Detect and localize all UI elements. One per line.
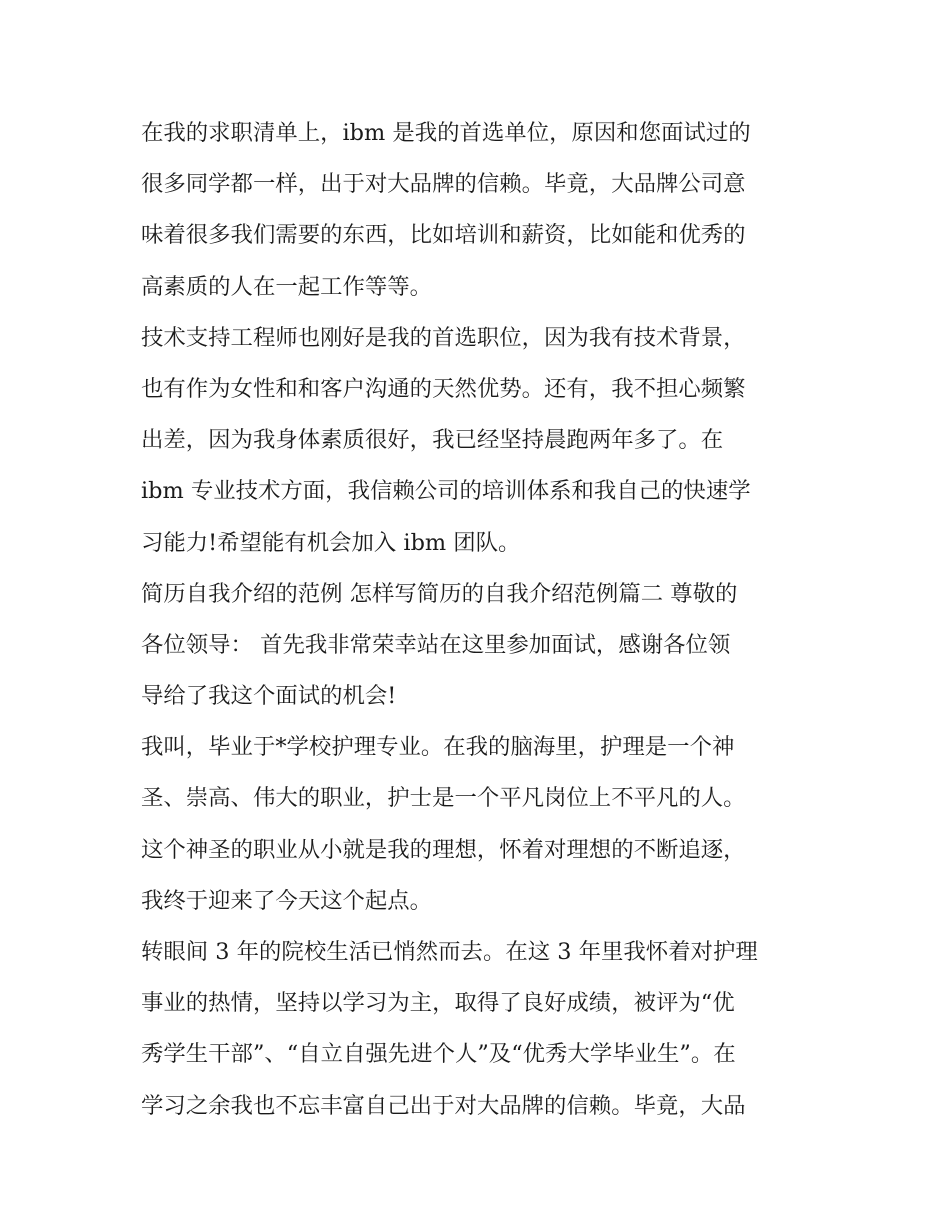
text-line-2: 很多同学都一样，出于对大品牌的信赖。毕竟，大品牌公司意: [141, 171, 746, 198]
text-line-7: 出差，因为我身体素质很好，我已经坚持晨跑两年多了。在: [141, 427, 724, 454]
text-line-16: 我终于迎来了今天这个起点。: [141, 887, 433, 914]
text-line-4: 高素质的人在一起工作等等。: [141, 273, 433, 300]
text-line-13: 我叫，毕业于*学校护理专业。在我的脑海里，护理是一个神: [141, 734, 735, 761]
body-text: [141, 108, 813, 1132]
text-line-6: 也有作为女性和和客户沟通的天然优势。还有，我不担心频繁: [141, 375, 746, 402]
text-line-9: 习能力!希望能有机会加入 ibm 团队。: [141, 529, 521, 556]
text-line-3: 味着很多我们需要的东西，比如培训和薪资，比如能和优秀的: [141, 222, 746, 249]
text-line-10: 简历自我介绍的范例 怎样写简历的自我介绍范例篇二 尊敬的: [141, 580, 738, 607]
text-line-17: 转眼间 3 年的院校生活已悄然而去。在这 3 年里我怀着对护理: [141, 939, 758, 965]
text-line-5: 技术支持工程师也刚好是我的首选职位，因为我有技术背景，: [141, 324, 746, 351]
text-line-19: 秀学生干部”、“自立自强先进个人”及“优秀大学毕业生”。在: [141, 1041, 736, 1068]
text-line-20: 学习之余我也不忘丰富自己出于对大品牌的信赖。毕竟，大品: [141, 1092, 746, 1119]
text-line-1: 在我的求职清单上，ibm 是我的首选单位，原因和您面试过的: [141, 120, 751, 146]
text-line-12: 导给了我这个面试的机会!: [141, 683, 397, 710]
text-line-14: 圣、崇高、伟大的职业，护士是一个平凡岗位上不平凡的人。: [141, 785, 746, 812]
text-line-18: 事业的热情，坚持以学习为主，取得了良好成绩，被评为“优: [141, 990, 735, 1017]
text-line-8: ibm 专业技术方面，我信赖公司的培训体系和我自己的快速学: [141, 478, 751, 505]
text-line-15: 这个神圣的职业从小就是我的理想，怀着对理想的不断追逐，: [141, 836, 746, 863]
text-line-11: 各位领导： 首先我非常荣幸站在这里参加面试，感谢各位领: [141, 631, 731, 658]
